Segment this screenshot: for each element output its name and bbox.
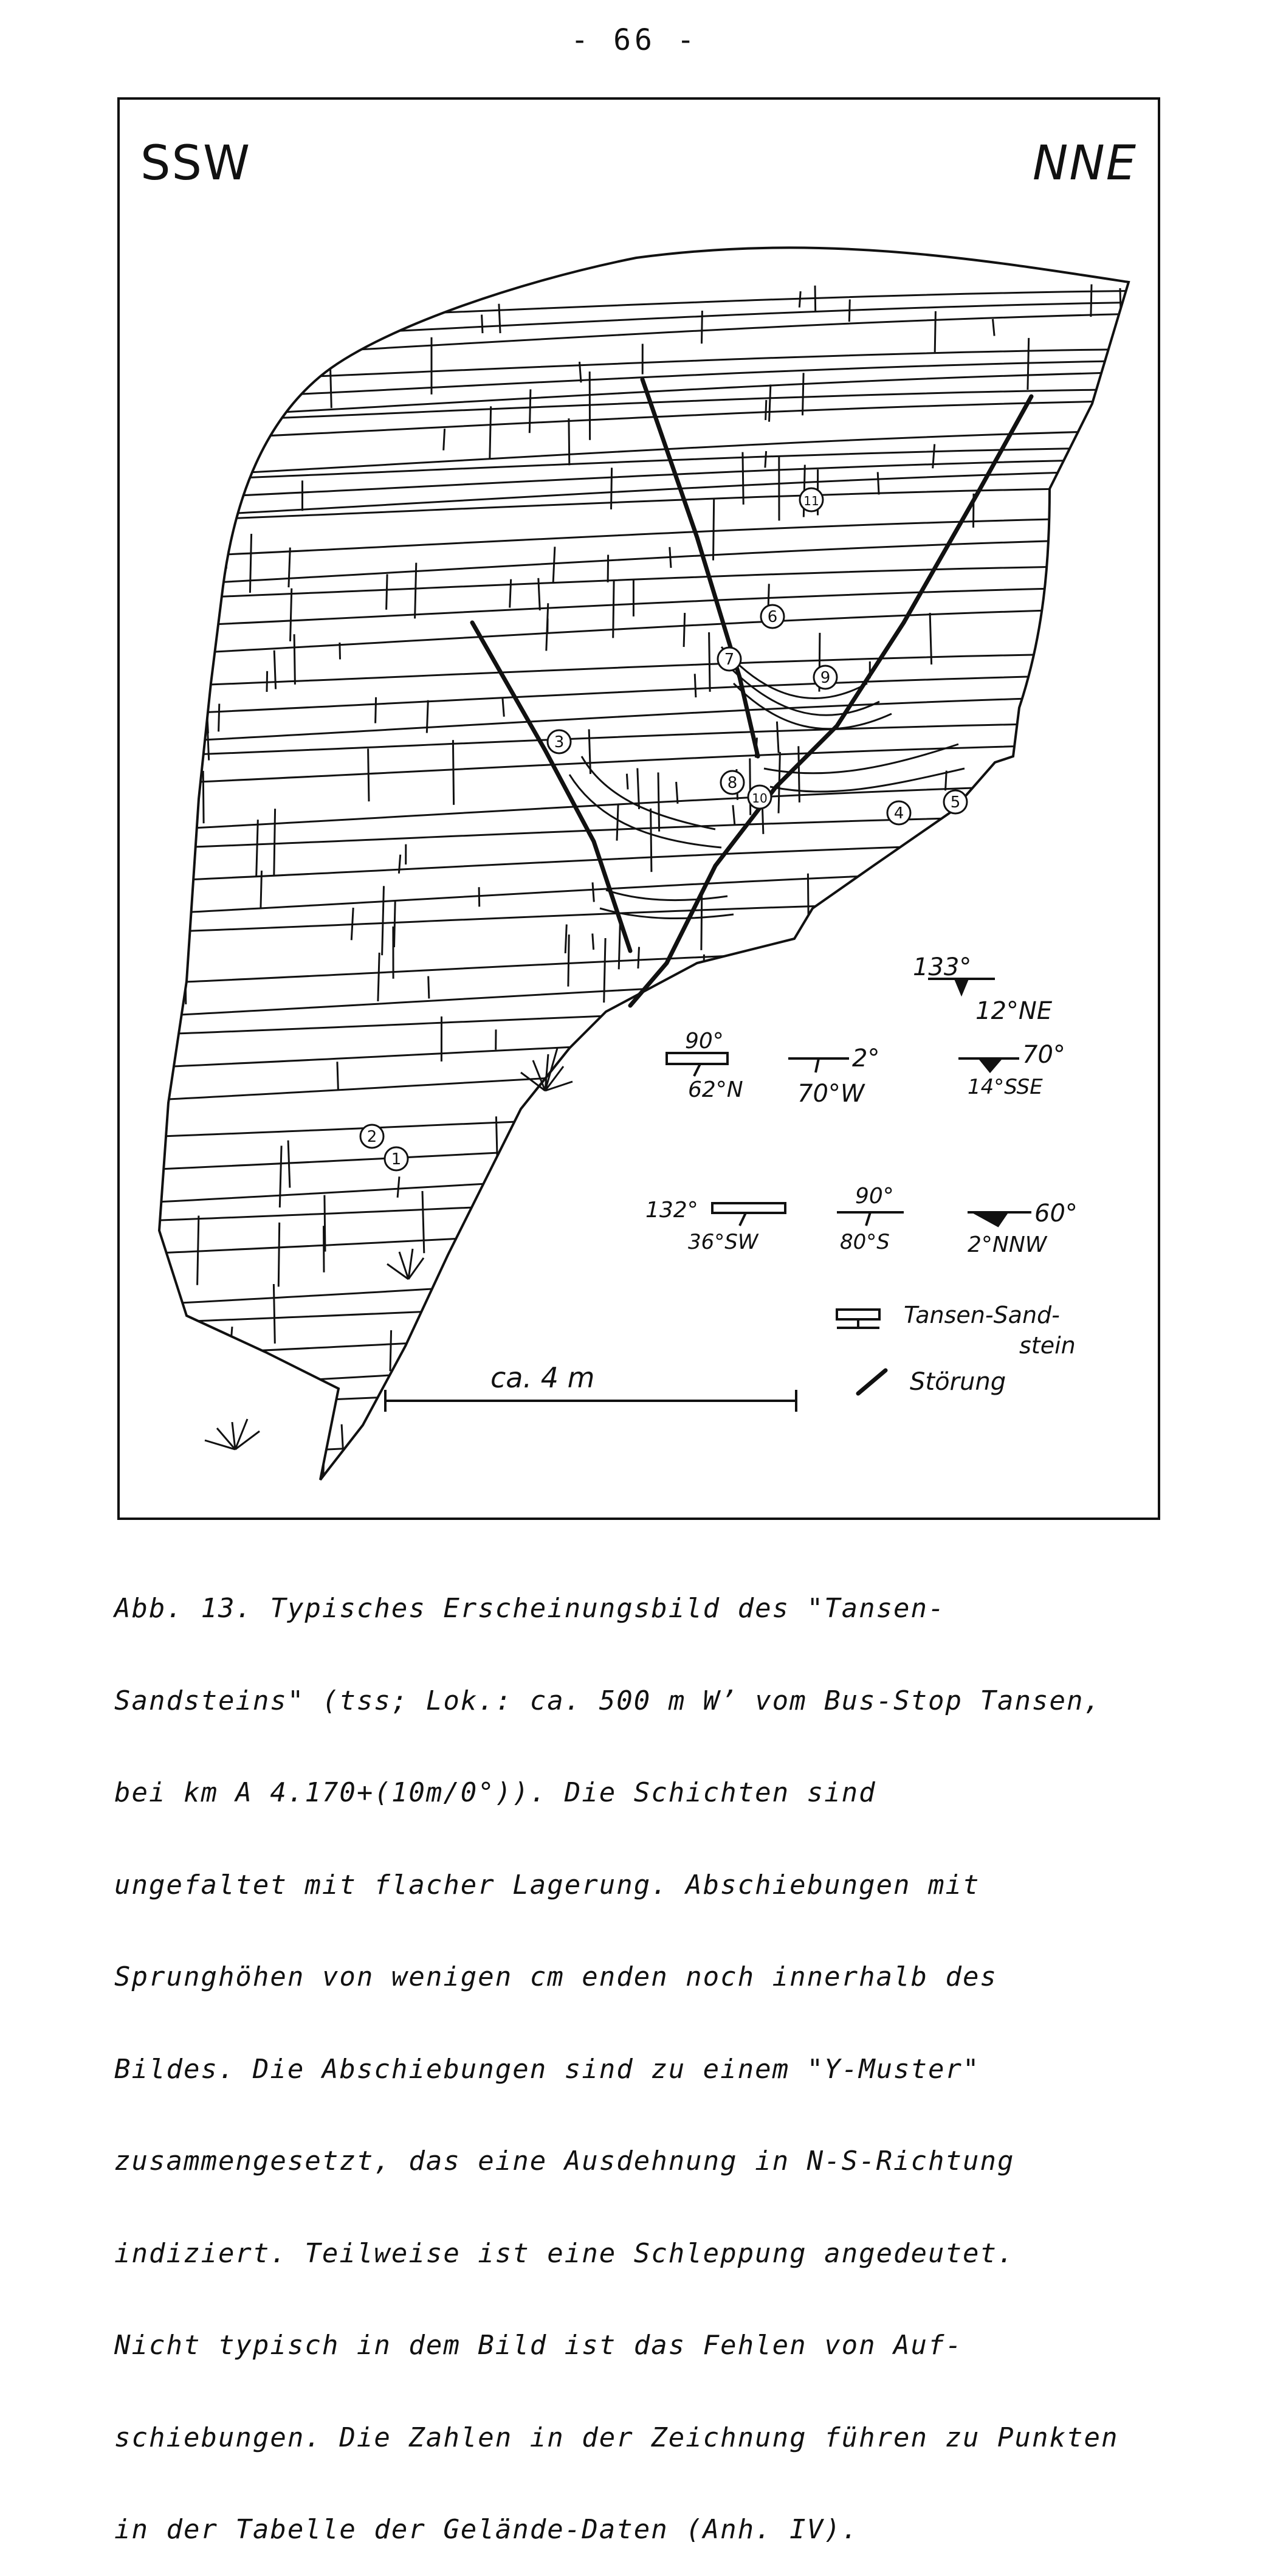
joint-line [291,589,292,641]
joint-line [806,1313,808,1341]
caption-line: in der Tabelle der Gelände-Daten (Anh. IV). [114,2515,1184,2546]
joint-line [597,1307,599,1346]
joint-line [702,311,703,344]
point-marker-5 [944,790,967,813]
joint-line [957,1010,958,1055]
joint-line [646,1115,648,1173]
point-marker-1 [385,1147,408,1170]
joint-line [159,1442,160,1491]
bedding-line [144,899,1153,933]
joint-line [1108,1341,1109,1369]
m7-dip: 2°NNW [968,1232,1048,1257]
joint-line [823,1384,824,1409]
joint-line [288,297,289,353]
joint-line [695,674,696,697]
joint-line [294,634,295,685]
joint-line [799,291,800,308]
joint-line [625,1142,627,1172]
joint-line [351,908,353,940]
joint-line [815,286,816,312]
joint-line [765,451,766,468]
joint-line [225,474,226,494]
point-marker-8 [721,771,744,794]
joint-line [390,1330,391,1371]
point-marker-3 [548,730,571,753]
joint-line [161,967,162,1024]
caption-line: ungefaltet mit flacher Lagerung. Abschiebungen mit [114,1870,1184,1901]
faults [472,379,1031,1006]
point-label: 10 [752,791,767,806]
joint-line [1010,773,1011,810]
joint-line [427,700,428,733]
legend-fault-symbol [858,1370,886,1393]
joint-line [878,472,879,494]
m3-strike: 2° [852,1045,879,1072]
joint-line [1132,789,1133,856]
joint-line [320,326,322,346]
bedding-line [144,1443,1153,1491]
m6-strike: 90° [855,1184,894,1209]
joint-line [670,547,671,568]
joint-line [593,934,594,950]
joint-line [701,893,702,950]
bedding-line [144,459,1153,500]
m5-strike: 132° [645,1198,698,1223]
joint-line [166,685,168,739]
joint-line [422,1191,424,1253]
fault-upper-nw [642,379,758,756]
joint-line [607,1429,608,1493]
point-marker-2 [360,1125,383,1148]
point-marker-9 [814,666,837,689]
point-label: 8 [727,774,738,792]
joint-line [613,580,614,638]
bedding-line [144,722,1153,756]
caption-line: Sprunghöhen von wenigen cm enden noch innerhalb des [114,1962,1184,1993]
joint-line [802,1318,803,1345]
joint-line [993,319,995,336]
caption-line: bei km A 4.170+(10m/0°)). Die Schichten sind [114,1778,1184,1809]
m4-dip: 14°SSE [968,1075,1043,1099]
joint-line [387,574,388,609]
point-label: 6 [768,608,778,626]
joint-line [546,603,548,651]
joint-line [274,651,275,689]
orientation-nne: NNE [1033,136,1137,191]
point-label: 4 [894,804,904,823]
joint-line [499,304,500,333]
point-marker-6 [761,605,784,628]
m2-strike: 90° [685,1029,724,1054]
m1-strike: 133° [913,953,971,981]
joint-line [660,1355,662,1423]
joint-line [274,809,275,876]
joint-line [881,865,882,933]
joint-line [850,918,851,939]
m3-dip: 70°W [797,1080,865,1108]
joint-line [288,1141,290,1188]
joint-line [289,548,290,588]
joint-line [849,300,850,322]
joint-line [582,1077,583,1145]
joint-line [261,871,262,909]
joint-line [803,373,804,415]
bedding-line [144,943,1153,984]
bedding-line [144,783,1153,830]
joint-line [418,1416,419,1432]
joint-line [321,286,323,347]
joint-line [924,1103,925,1130]
point-label: 2 [367,1128,377,1146]
joint-line [789,1395,790,1415]
joint-line [198,1216,199,1285]
m6-dip: 80°S [840,1230,890,1254]
outcrop-drawing [120,100,1158,1518]
joint-line [479,887,480,906]
joint-line [397,1176,399,1197]
joint-line [709,632,710,692]
bedding-line [144,471,1153,518]
bedding-line [144,841,1153,882]
legend-sandstone-line1: Tansen-Sand- [904,1302,1060,1328]
joint-line [611,468,612,509]
joint-line [627,774,628,790]
joint-line [529,389,531,433]
joint-line [593,882,594,902]
page-number: - 66 - [0,23,1269,57]
joint-line [638,947,639,969]
joint-line [999,881,1000,940]
caption-line: schiebungen. Die Zahlen in der Zeichnung führen zu Punkten [114,2423,1184,2454]
caption-line: Nicht typisch in dem Bild ist das Fehlen von Auf- [114,2330,1184,2361]
joint-line [154,860,156,900]
joint-line [799,746,800,803]
figure-frame [117,97,1160,1520]
joint-line [777,722,779,753]
joint-line [624,1060,625,1103]
joint-line [783,1058,785,1085]
bedding-line [144,815,1153,849]
bedding-line [144,1257,1153,1305]
joint-line [568,934,569,987]
orientation-ssw: SSW [140,136,251,191]
joint-line [971,1449,972,1506]
joint-line [394,901,396,947]
outcrop-outline [159,247,1129,1480]
joint-line [684,1267,685,1328]
joint-line [427,1385,429,1435]
point-marker-11 [800,488,823,511]
joint-line [337,1062,339,1089]
bedding-line [144,517,1153,558]
legend-sandstone-symbol [837,1310,879,1328]
joint-line [169,573,170,595]
point-marker-10 [748,786,771,809]
joint-line [250,534,251,593]
joint-line [684,613,685,647]
m5-dip: 36°SW [688,1230,759,1254]
joint-line [617,805,618,841]
joint-line [393,1407,394,1435]
caption-line: zusammengesetzt, das eine Ausdehnung in N-S-Richtung [114,2146,1184,2177]
bedding-line [144,565,1153,599]
joint-line [1028,338,1029,390]
joint-line [1004,958,1005,989]
legend-fault-label: Störung [910,1368,1006,1396]
drag-beds [569,647,965,919]
joint-line [607,1383,609,1434]
joint-line [1091,642,1092,706]
joint-line [651,809,652,872]
joint-line [577,1113,579,1170]
m4-strike: 70° [1022,1041,1065,1069]
joint-line [444,429,445,451]
joint-line [456,1358,457,1406]
joint-line [180,690,181,737]
joint-line [627,1254,628,1301]
joint-line [1112,381,1114,441]
point-label: 1 [391,1150,402,1169]
caption-line: Bildes. Die Abschiebungen sind zu einem "Y-Muster" [114,2054,1184,2085]
joint-line [974,995,975,1012]
joint-line [940,1103,941,1124]
joint-line [625,1443,627,1508]
point-label: 11 [803,494,819,508]
legend-sandstone-line2: stein [1019,1332,1076,1359]
bedding-line [144,302,1153,343]
joint-line [1102,1004,1103,1038]
m1-dip: 12°NE [975,997,1053,1025]
joint-line [1091,1179,1092,1200]
joint-line [1091,285,1092,317]
joint-line [1036,956,1037,976]
joint-line [733,805,735,825]
bedding-line [144,1027,1153,1068]
joint-line [174,649,176,698]
m7-strike: 60° [1034,1200,1078,1228]
caption-line: Abb. 13. Typisches Erscheinungsbild des "Tansen- [114,1594,1184,1625]
joint-line [915,1155,916,1208]
joint-line [203,771,204,823]
joint-line [273,1284,275,1344]
joint-line [278,1223,279,1287]
joint-line [382,886,384,955]
joint-line [553,547,555,583]
point-marker-4 [887,801,910,824]
m2-dip: 62°N [688,1077,743,1102]
joint-line [423,1421,424,1460]
joint-line [1114,493,1116,515]
joint-line [1030,691,1031,719]
joint-line [1030,1406,1031,1442]
joint-line [324,1226,325,1272]
figure-caption [114,1532,1184,2576]
joint-line [1116,1448,1118,1478]
caption-line: Sandsteins" (tss; Lok.: ca. 500 m W’ vom Bus-Stop Tansen, [114,1686,1184,1717]
joint-line [444,1466,446,1482]
bedding-line [144,1417,1153,1458]
joint-line [280,1146,281,1208]
point-label: 7 [724,651,735,669]
joint-line [482,315,483,334]
joint-line [1106,1229,1107,1296]
joint-line [256,820,258,876]
joint-line [490,406,491,459]
bedding-line [144,1129,1153,1170]
joint-line [378,953,379,1001]
joint-line [693,1455,694,1505]
bedding-line [144,608,1153,655]
joint-line [1120,717,1121,772]
joint-line [750,758,751,815]
point-label: 9 [820,669,831,687]
joint-line [428,976,429,999]
joint-line [565,925,566,953]
bedding-line [144,1103,1153,1137]
joint-line [684,1282,685,1311]
joint-line [368,748,369,801]
scale-label: ca. 4 m [490,1361,594,1394]
bedding-line [144,314,1153,361]
joint-line [600,1158,602,1192]
point-label: 5 [951,793,961,812]
joint-line [879,1387,880,1404]
point-label: 3 [554,733,565,751]
joint-line [658,773,659,832]
joint-line [1015,1259,1016,1294]
joint-line [503,697,504,717]
joint-line [496,1116,497,1162]
joint-line [399,855,400,874]
point-marker-7 [718,647,741,671]
joint-line [1120,288,1121,309]
joint-line [604,938,605,1003]
joint-line [329,342,331,409]
joint-line [510,579,511,608]
caption-line: indiziert. Teilweise ist eine Schleppung angedeutet. [114,2239,1184,2270]
joint-line [769,384,771,421]
